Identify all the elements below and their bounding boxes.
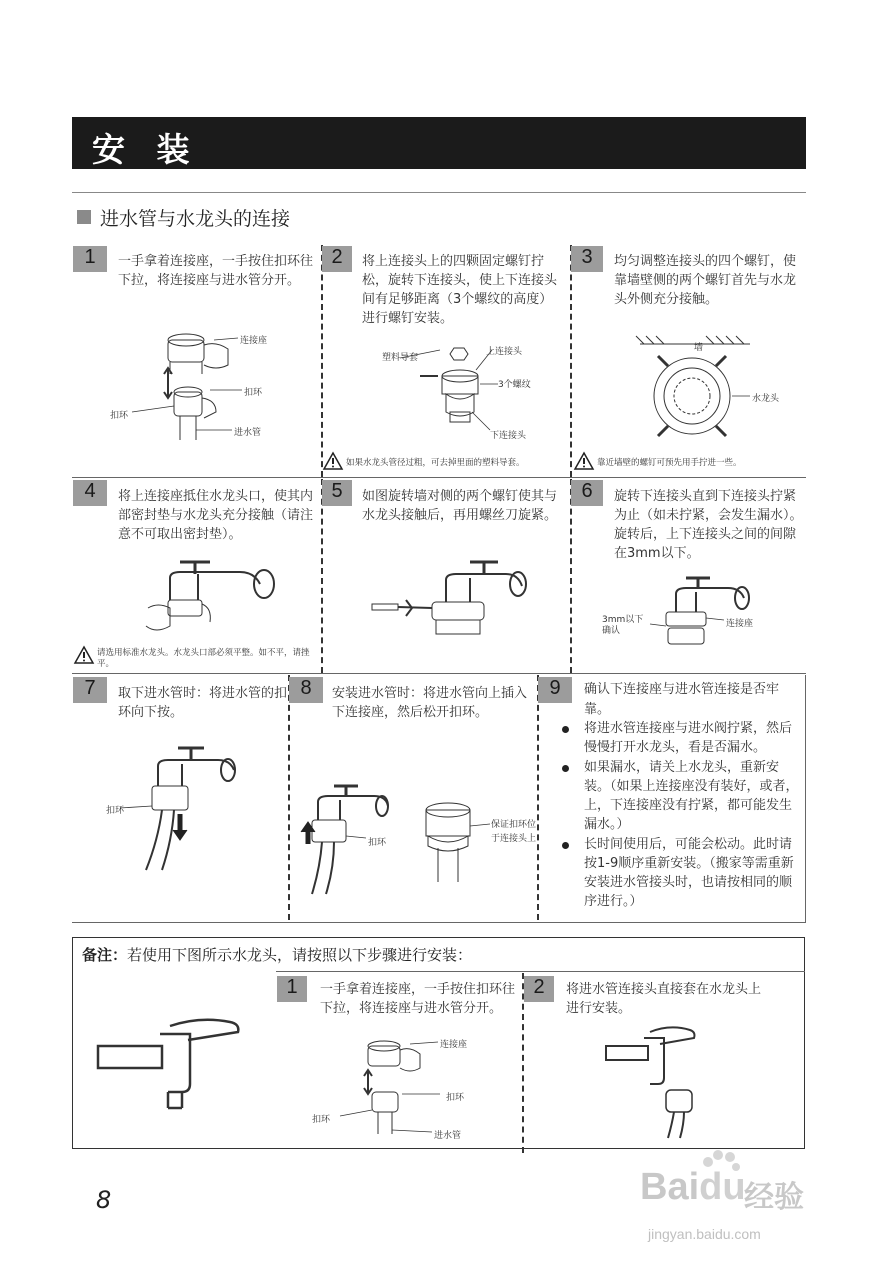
bullet-text: 如果漏水，请关上水龙头，重新安装。（如果上连接座没有装好，或者，上，下连接座没有拧紧，都可能发生漏水。） xyxy=(584,760,799,832)
label: 3个螺纹 xyxy=(498,380,531,390)
step-text: 一手拿着连接座，一手按住扣环往下拉，将连接座与进水管分开。 xyxy=(118,254,314,288)
divider xyxy=(805,675,806,922)
divider xyxy=(72,477,806,478)
step-number: 2 xyxy=(322,246,352,272)
connector-illustration xyxy=(100,320,300,450)
label: 上连接头 xyxy=(486,347,523,357)
label: 扣环 xyxy=(312,1115,331,1125)
step-text: 旋转下连接头直到下连接头拧紧为止（如未拧紧，会发生漏水）。旋转后，上下连接头之间的间隙在3mm以下。 xyxy=(614,489,803,561)
divider xyxy=(72,192,806,193)
label: 扣环 xyxy=(244,388,263,398)
divider xyxy=(72,673,806,674)
label: 进水管 xyxy=(434,1131,462,1141)
warning-text: 请选用标准水龙头。水龙头口部必须平整。如不平，请挫平。 xyxy=(97,648,310,669)
label: 下连接头 xyxy=(490,431,527,441)
step-text: 如图旋转墙对侧的两个螺钉使其与水龙头接触后，再用螺丝刀旋紧。 xyxy=(362,489,558,523)
note-prefix: 备注： xyxy=(82,946,128,964)
step-number: 9 xyxy=(538,677,572,703)
divider xyxy=(570,479,572,673)
divider xyxy=(570,245,572,477)
faucet-illustration xyxy=(140,548,290,638)
step-number: 4 xyxy=(73,480,107,506)
page-title: 安 装 xyxy=(92,130,200,169)
faucet-hose-illustration xyxy=(140,740,250,880)
step-text: 将进水管连接头直接套在水龙头上进行安装。 xyxy=(566,982,762,1016)
divider xyxy=(276,971,805,972)
label: 连接座 xyxy=(240,336,268,346)
bullet-icon xyxy=(562,726,569,733)
label: 水龙头 xyxy=(752,394,780,404)
watermark-logo: Baidu xyxy=(640,1166,746,1208)
step-text: 一手拿着连接座，一手按住扣环往下拉，将连接座与进水管分开。 xyxy=(320,982,516,1016)
label: 塑料导套 xyxy=(382,353,419,363)
bullet-icon xyxy=(562,842,569,849)
warning-text: 靠近墙壁的螺钉可预先用手拧进一些。 xyxy=(597,458,742,468)
connector-illustration xyxy=(418,798,498,888)
label: 扣环 xyxy=(106,806,125,816)
faucet-illustration xyxy=(650,572,770,652)
step-text: 确认下连接座与进水管连接是否牢靠。 xyxy=(584,682,780,717)
step-number: 7 xyxy=(73,677,107,703)
divider xyxy=(288,675,290,920)
note-text: 若使用下图所示水龙头，请按照以下步骤进行安装： xyxy=(127,946,473,964)
warning-icon xyxy=(74,646,94,664)
bullet-text: 将进水管连接座与进水阀拧紧，然后慢慢打开水龙头，看是否漏水。 xyxy=(584,721,793,755)
faucet-hose-illustration xyxy=(604,1020,704,1140)
step-number: 5 xyxy=(322,480,352,506)
step-text: 安装进水管时：将进水管向上插入下连接座，然后松开扣环。 xyxy=(332,686,528,720)
label: 连接座 xyxy=(726,619,754,629)
warning-text: 如果水龙头管径过粗，可去掉里面的塑料导套。 xyxy=(346,458,525,468)
warning-icon xyxy=(323,452,343,470)
page-number: 8 xyxy=(96,1186,112,1214)
divider xyxy=(321,479,323,673)
label: 连接座 xyxy=(440,1040,468,1050)
step-number: 2 xyxy=(524,976,554,1002)
faucet-illustration xyxy=(96,1010,266,1120)
warning-icon xyxy=(574,452,594,470)
label: 墙 xyxy=(694,343,704,353)
label: 保证扣环位于连接头上 xyxy=(491,820,537,844)
section-marker-icon xyxy=(77,210,91,224)
label: 扣环 xyxy=(368,838,387,848)
step-number: 3 xyxy=(571,246,603,272)
step-number: 6 xyxy=(571,480,603,506)
step-number: 1 xyxy=(73,246,107,272)
note-heading xyxy=(82,944,472,965)
step-number: 1 xyxy=(277,976,307,1002)
step-text: 取下进水管时：将进水管的扣环向下按。 xyxy=(118,686,288,720)
step-text: 将上连接座抵住水龙头口，使其内部密封垫与水龙头充分接触（请注意不可取出密封垫）。 xyxy=(118,489,314,542)
bullet-text: 长时间使用后，可能会松动。此时请按1-9顺序重新安装。（搬家等需重新安装进水管接头时，也请按相同的顺序进行。） xyxy=(584,837,794,909)
step-text: 均匀调整连接头的四个螺钉，使靠墙壁侧的两个螺钉首先与水龙头外侧充分接触。 xyxy=(614,254,797,307)
label: 进水管 xyxy=(234,428,262,438)
section-title: 进水管与水龙头的连接 xyxy=(100,208,291,230)
bullet-icon xyxy=(562,765,569,772)
divider xyxy=(72,922,806,923)
label: 扣环 xyxy=(446,1093,465,1103)
label: 扣环 xyxy=(110,411,129,421)
watermark-text: 经验 xyxy=(744,1180,804,1215)
step-text: 将上连接头上的四颗固定螺钉拧松，旋转下连接头，使上下连接头间有足够距离（3个螺纹的高度）进行螺钉安装。 xyxy=(362,254,558,326)
divider xyxy=(321,245,323,477)
watermark-url: jingyan.baidu.com xyxy=(648,1226,761,1242)
label: 3mm以下确认 xyxy=(602,615,644,636)
faucet-top-view-illustration xyxy=(630,332,810,452)
faucet-screwdriver-illustration xyxy=(370,552,530,642)
divider xyxy=(537,675,539,920)
step-number: 8 xyxy=(289,677,323,703)
